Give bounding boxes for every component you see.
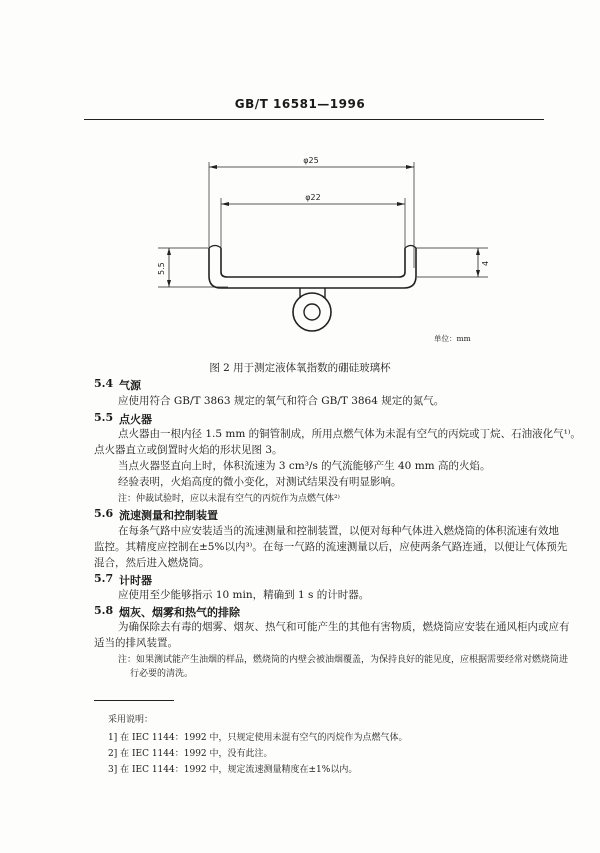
section-5-8-title: 烟灰、烟雾和热气的排除 (119, 606, 240, 619)
section-5-8-note: 注：如果测试能产生油烟的样品，燃烧筒的内壁会被油烟覆盖，为保持良好的能见度，应根据需要经常对燃烧筒进 (118, 655, 569, 665)
figure-glass-cup (0, 0, 600, 360)
footnote-item: 3] 在 IEC 1144：1992 中，规定流速测量精度在±1%以内。 (108, 765, 358, 775)
figure-unit: 单位：mm (434, 334, 471, 343)
section-5-5-title: 点火器 (119, 413, 152, 426)
section-5-4-line: 应使用符合 GB/T 3863 规定的氧气和符合 GB/T 3864 规定的氮气。 (118, 395, 445, 407)
section-5-7-title: 计时器 (119, 574, 152, 587)
section-5-8-line: 适当的排风装置。 (94, 637, 178, 649)
footnote-rule (94, 700, 174, 701)
dim-height-left: 5.5 (157, 262, 166, 275)
section-5-6-line: 在每条气路中应安装适当的流速测量和控制装置，以便对每种气体进入燃烧筒的体积流速有效地 (118, 525, 559, 537)
footnote-item: 1] 在 IEC 1144：1992 中，只规定使用未混有空气的丙烷作为点燃气体。 (108, 733, 408, 743)
section-5-5-line: 当点火器竖直向上时，体积流速为 3 cm³/s 的气流能够产生 40 mm 高的火焰。 (118, 460, 491, 472)
footnote-heading: 采用说明： (108, 715, 154, 725)
section-5-8-number: 5.8 (94, 604, 114, 617)
standard-number: GB/T 16581—1996 (234, 97, 366, 111)
figure-caption: 图 2 用于测定液体氧指数的硼硅玻璃杯 (209, 362, 391, 374)
section-5-5-number: 5.5 (94, 411, 114, 424)
section-5-6-number: 5.6 (94, 507, 114, 520)
footnote-item: 2] 在 IEC 1144：1992 中，没有此注。 (108, 749, 273, 759)
dim-height-right: 4 (481, 260, 490, 266)
section-5-6-line: 监控。其精度应控制在±5%以内³⁾。在每一气路的流速测量以后，应使两条气路连通，以便让气体预先 (94, 541, 568, 553)
section-5-6-line: 混合，然后进入燃烧筒。 (94, 557, 210, 569)
dim-inner-diameter: φ22 (305, 193, 321, 202)
section-5-4-number: 5.4 (94, 377, 114, 390)
section-5-7-number: 5.7 (94, 572, 114, 585)
section-5-5-line: 点火器直立或倒置时火焰的形状见图 3。 (94, 444, 283, 456)
section-5-5-line: 点火器由一根内径 1.5 mm 的铜管制成，所用点燃气体为未混有空气的丙烷或丁烷、石油液化气¹⁾。 (118, 428, 581, 440)
section-5-8-note: 行必要的清洗。 (130, 669, 194, 679)
section-5-8-line: 为确保除去有毒的烟雾、烟灰、热气和可能产生的其他有害物质，燃烧筒应安装在通风柜内或应有 (118, 621, 570, 633)
section-5-6-title: 流速测量和控制装置 (119, 509, 218, 522)
section-5-5-note: 注：仲裁试验时，应以未混有空气的丙烷作为点燃气体²⁾ (118, 494, 340, 504)
section-5-4-title: 气源 (119, 379, 141, 392)
section-5-7-line: 应使用至少能够指示 10 min，精确到 1 s 的计时器。 (118, 589, 370, 601)
dim-outer-diameter: φ25 (303, 156, 319, 165)
section-5-5-line: 经验表明，火焰高度的微小变化，对测试结果没有明显影响。 (118, 476, 402, 488)
